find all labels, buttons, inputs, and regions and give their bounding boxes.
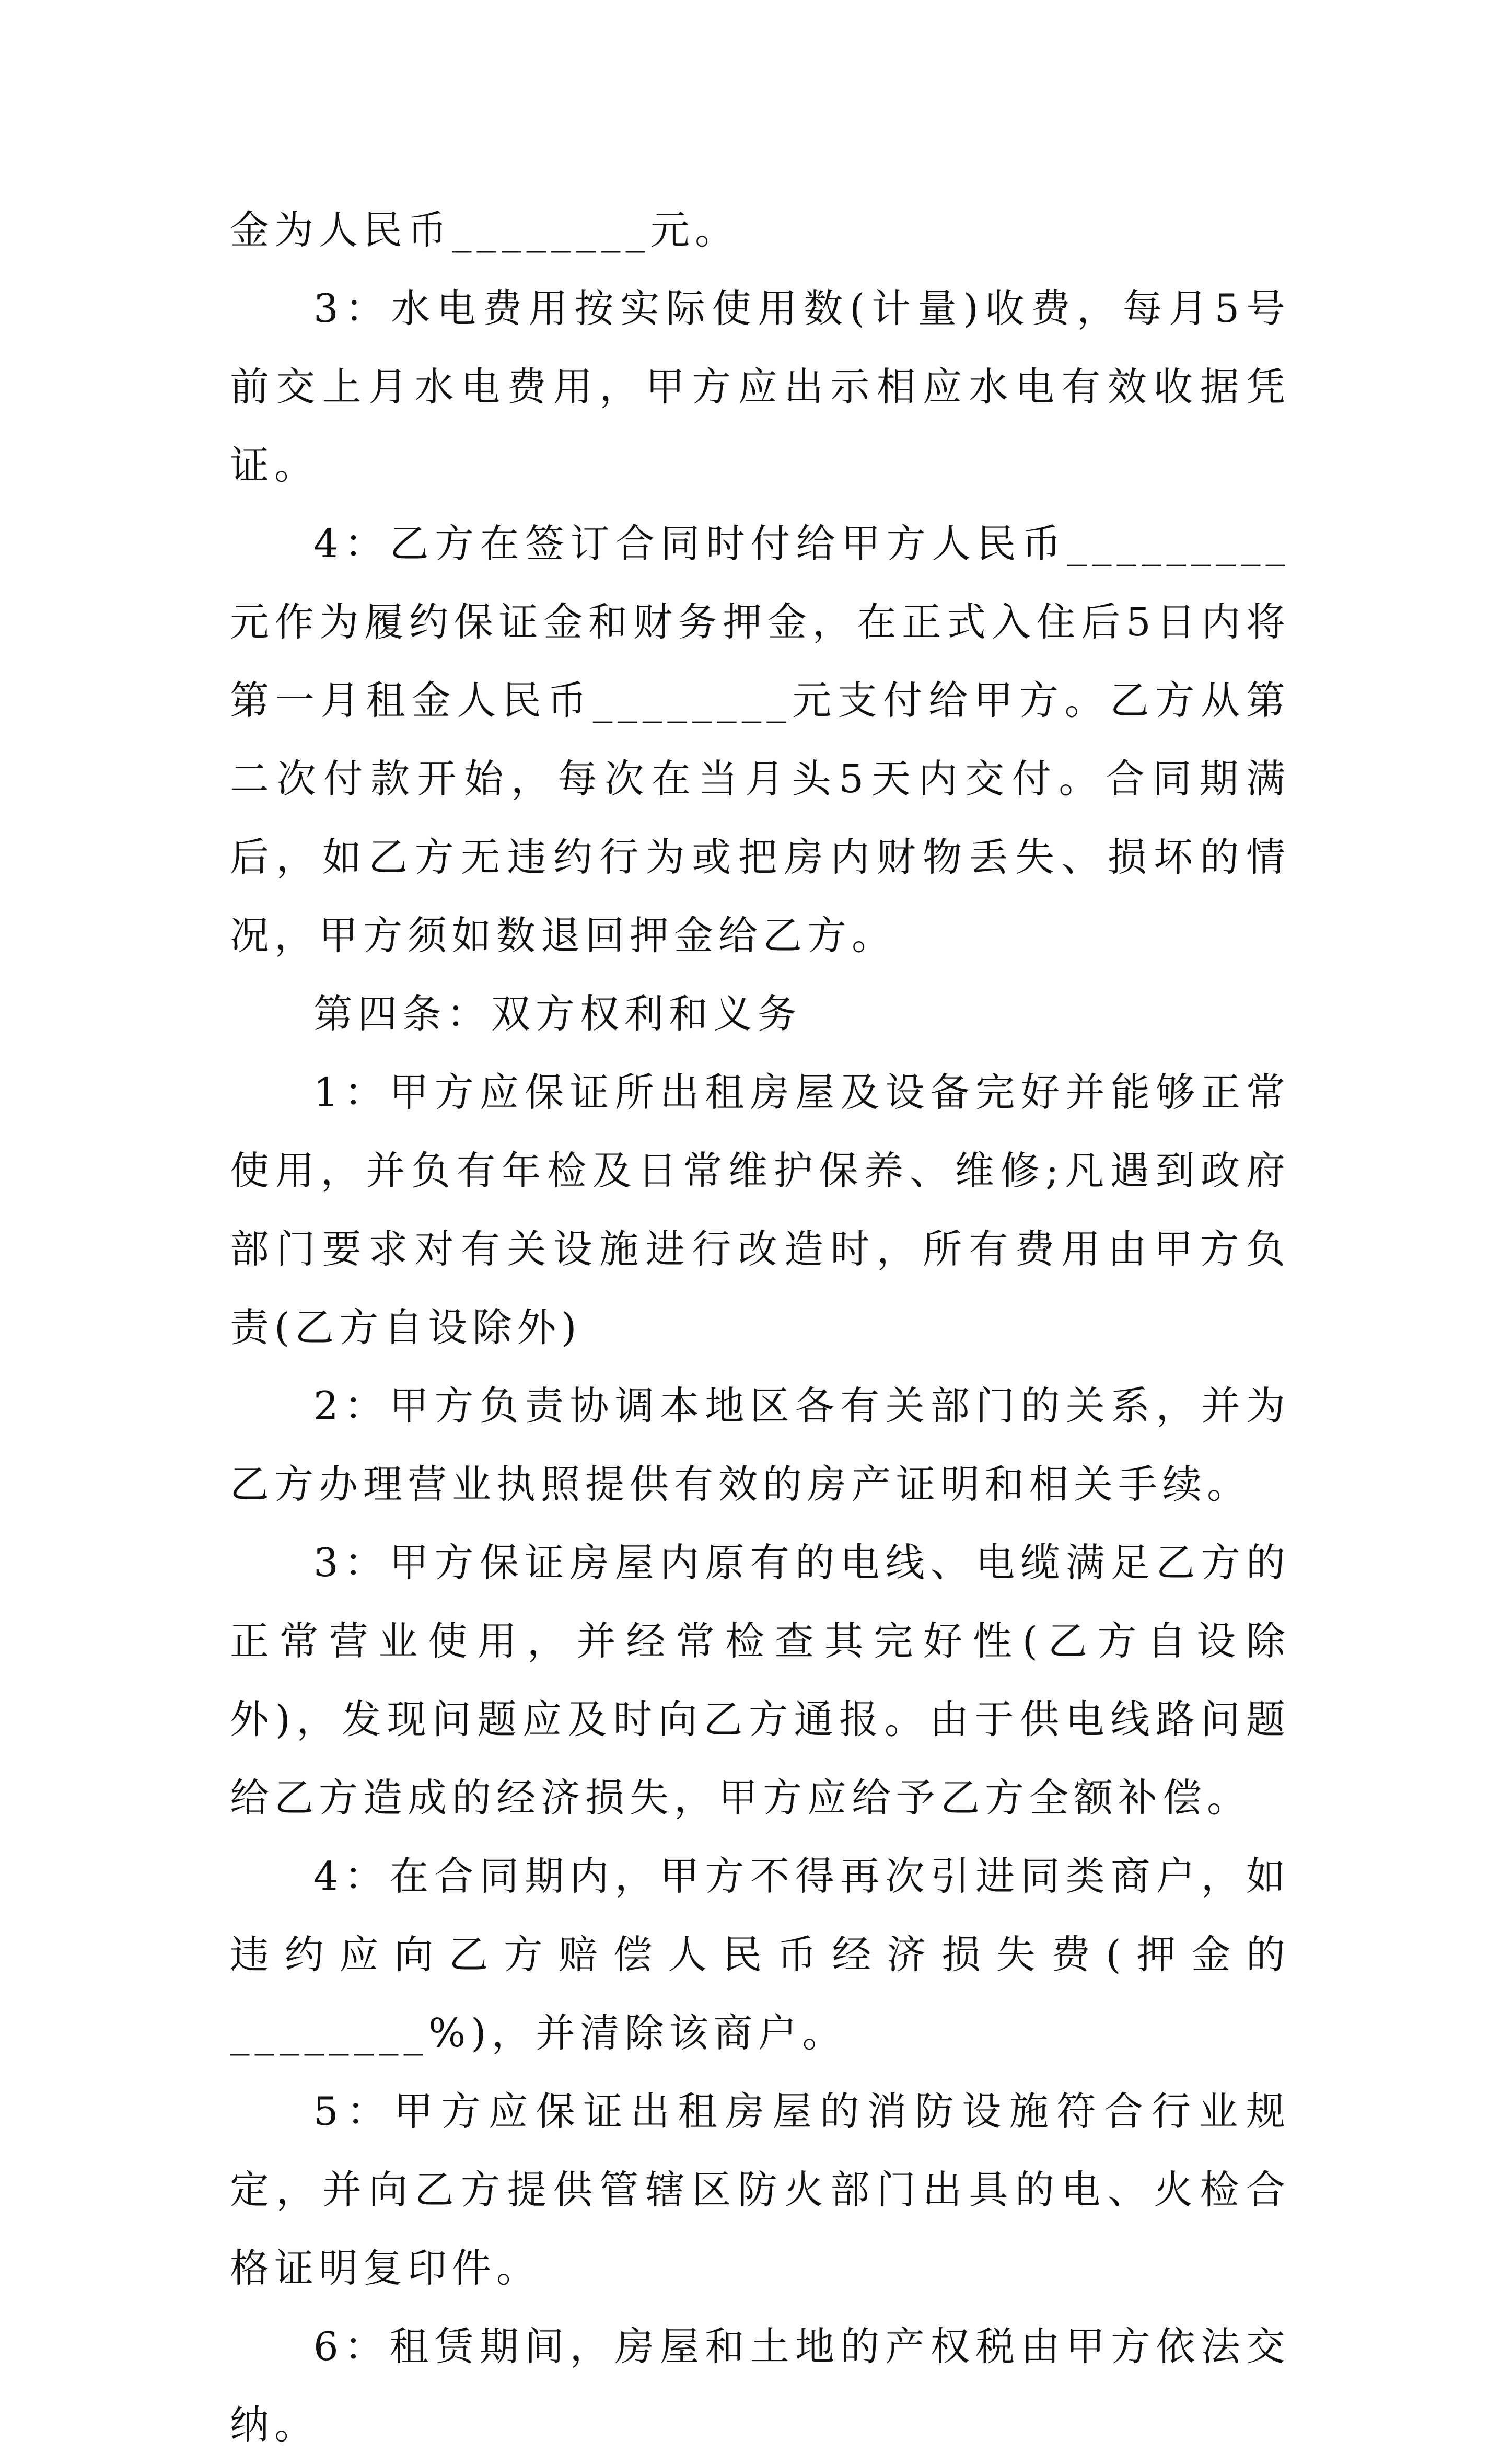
paragraph-landlord-maintenance: 1：甲方应保证所出租房屋及设备完好并能够正常使用，并负有年检及日常维护保养、维修;凡遇到政府部门要求对有关设施进行改造时，所有费用由甲方负责(乙方自设除外): [230, 1069, 1290, 1350]
paragraph-property-tax: 6：租赁期间，房屋和土地的产权税由甲方依法交纳。: [230, 2323, 1290, 2448]
paragraph-utilities: 3：水电费用按实际使用数(计量)收费，每月5号前交上月水电费用，甲方应出示相应水电有效收据凭证。: [230, 285, 1290, 488]
paragraph-electrical: 3：甲方保证房屋内原有的电线、电缆满足乙方的正常营业使用，并经常检查其完好性(乙方自设除外)，发现问题应及时向乙方通报。由于供电线路问题给乙方造成的经济损失，甲方应给予乙方全额补偿。: [230, 1540, 1290, 1821]
paragraph-exclusivity: 4：在合同期内，甲方不得再次引进同类商户，如违约应向乙方赔偿人民币经济损失费(押金的________%)，并清除该商户。: [230, 1853, 1290, 2056]
paragraph-fire-safety: 5：甲方应保证出租房屋的消防设施符合行业规定，并向乙方提供管辖区防火部门出具的电、火检合格证明复印件。: [230, 2088, 1290, 2291]
paragraph-deposit-amount: 金为人民币________元。: [230, 207, 740, 253]
paragraph-deposit-terms: 4：乙方在签订合同时付给甲方人民币_________元作为履约保证金和财务押金，在正式入住后5日内将第一月租金人民币________元支付给甲方。乙方从第二次付款开始，每次在当月头5天内交付。合同期满后，如乙方无违约行为或把房内财物丢失、损坏的情况，甲方须如数退回押金给乙方。: [230, 520, 1290, 958]
paragraph-landlord-coordination: 2：甲方负责协调本地区各有关部门的关系，并为乙方办理营业执照提供有效的房产证明和相关手续。: [230, 1383, 1290, 1507]
section-heading-article-4: 第四条：双方权利和义务: [313, 991, 802, 1037]
document-body: [230, 191, 1290, 2464]
